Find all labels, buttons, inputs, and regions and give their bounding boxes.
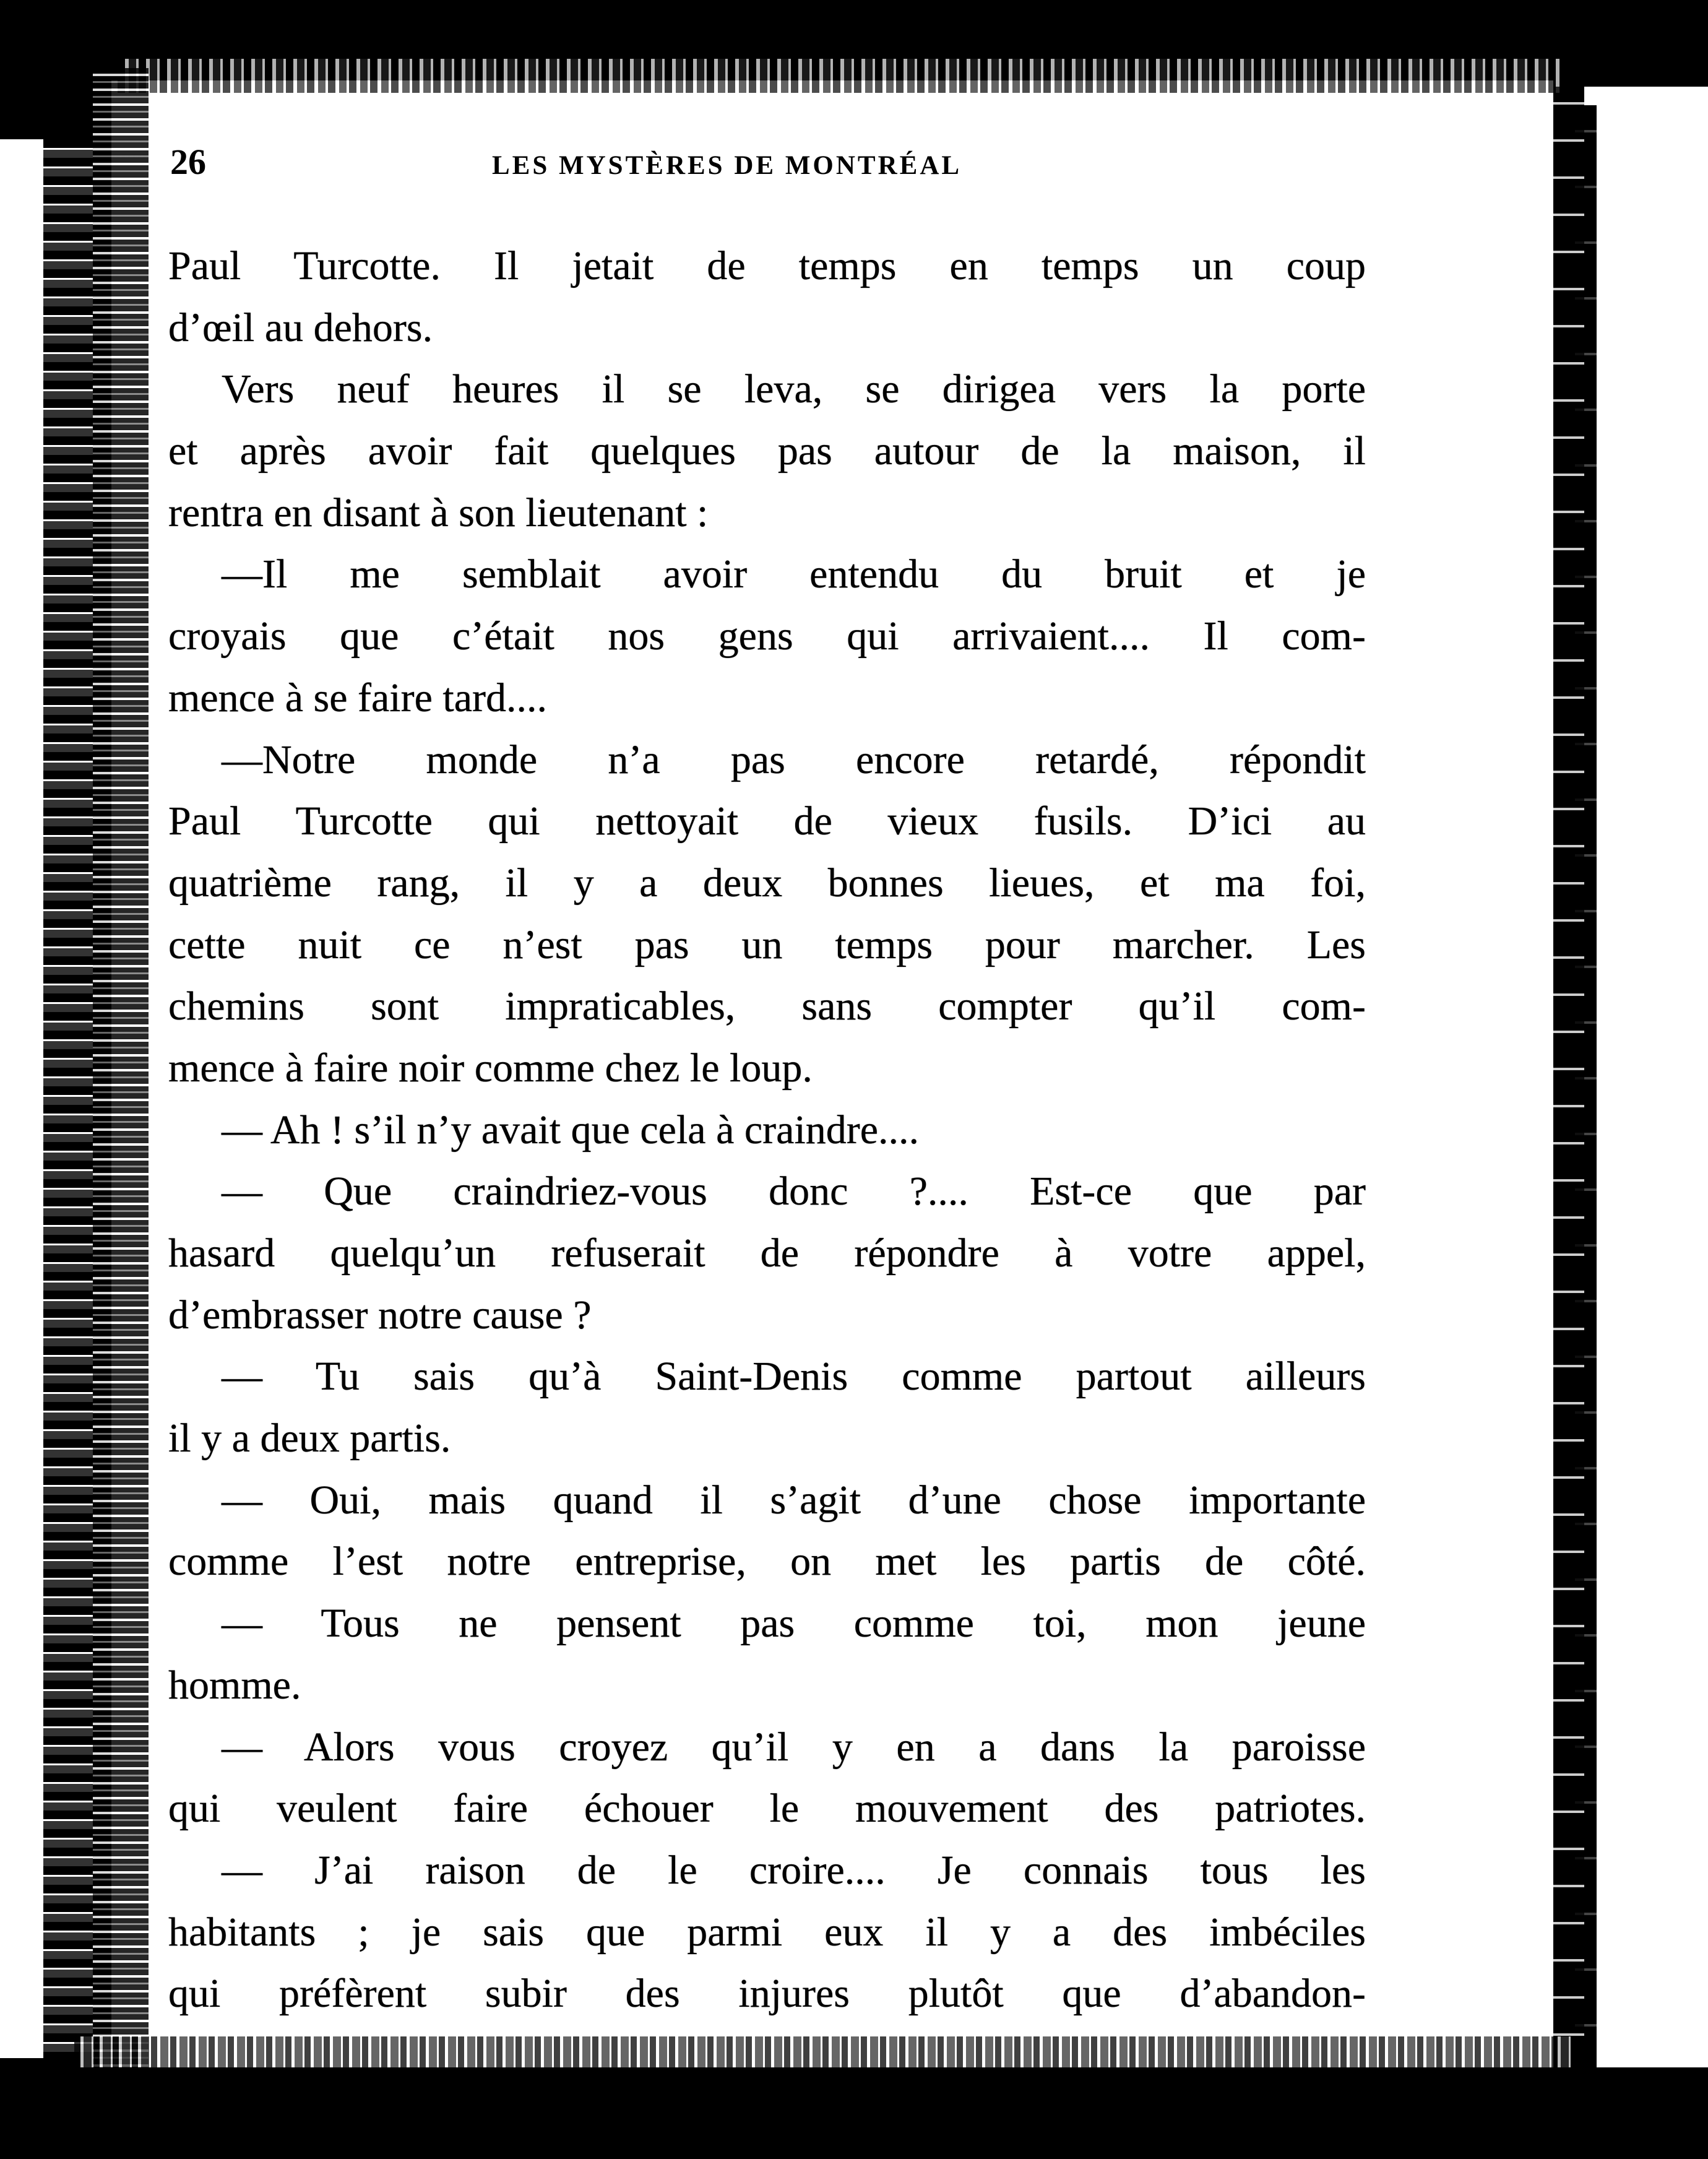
text-line: cette nuit ce n’est pas un temps pour marcher. Les (168, 922, 1366, 967)
text-line: croyais que c’était nos gens qui arrivaient.... Il com- (168, 613, 1366, 659)
text-line: Paul Turcotte. Il jetait de temps en temps un coup (168, 243, 1366, 288)
text-line: qui veulent faire échouer le mouvement des patriotes. (168, 1786, 1366, 1832)
text-line: Paul Turcotte qui nettoyait de vieux fusils. D’ici au (168, 798, 1366, 844)
top-edge-noise (118, 59, 1559, 93)
text-line: quatrième rang, il y a deux bonnes lieues, et ma foi, (168, 860, 1366, 906)
text-line: — Alors vous croyez qu’il y en a dans la paroisse (222, 1724, 1366, 1770)
text-line: chemins sont impraticables, sans compter qu’il com- (168, 984, 1366, 1029)
text-line: — Tous ne pensent pas comme toi, mon jeune (222, 1601, 1366, 1646)
text-line: — Que craindriez-vous donc ?.... Est-ce que par (222, 1169, 1366, 1214)
text-line: il y a deux partis. (168, 1416, 451, 1461)
text-line: —Notre monde n’a pas encore retardé, répondit (222, 737, 1366, 782)
text-line: —Il me semblait avoir entendu du bruit et je (222, 552, 1366, 597)
left-edge-noise (93, 68, 149, 2074)
left-margin-strip (0, 139, 43, 2058)
left-binding-shadow (43, 139, 93, 2058)
text-line: — Oui, mais quand il s’agit d’une chose importante (222, 1477, 1366, 1523)
text-line: hasard quelqu’un refuserait de répondre à votre appel, (168, 1231, 1366, 1276)
text-line: mence à se faire tard.... (168, 675, 547, 720)
text-line: — Ah ! s’il n’y avait que cela à craindre.... (222, 1107, 920, 1153)
page-number: 26 (170, 142, 206, 182)
body-text (168, 235, 1366, 2025)
running-title: LES MYSTÈRES DE MONTRÉAL (492, 151, 962, 180)
text-line: et après avoir fait quelques pas autour de la maison, il (168, 428, 1366, 474)
text-line: mence à faire noir comme chez le loup. (168, 1045, 813, 1091)
text-line: qui préfèrent subir des injures plutôt que d’abandon- (168, 1971, 1366, 2017)
text-line: — J’ai raison de le croire.... Je connais tous les (222, 1847, 1366, 1893)
text-line: d’embrasser notre cause ? (168, 1292, 592, 1338)
text-line: — Tu sais qu’à Saint-Denis comme partout ailleurs (222, 1354, 1366, 1400)
text-line: Vers neuf heures il se leva, se dirigea vers la porte (222, 366, 1366, 412)
right-edge-noise (1553, 87, 1584, 2074)
text-line: rentra en disant à son lieutenant : (168, 490, 709, 535)
text-line: homme. (168, 1662, 301, 1708)
bottom-scan-border (37, 2067, 1708, 2159)
text-line: comme l’est notre entreprise, on met les partis de côté. (168, 1539, 1366, 1585)
page-header (170, 137, 1315, 187)
text-line: d’œil au dehors. (168, 305, 433, 350)
right-margin-strip (1584, 87, 1708, 2098)
text-line: habitants ; je sais que parmi eux il y a des imbéciles (168, 1909, 1366, 1955)
